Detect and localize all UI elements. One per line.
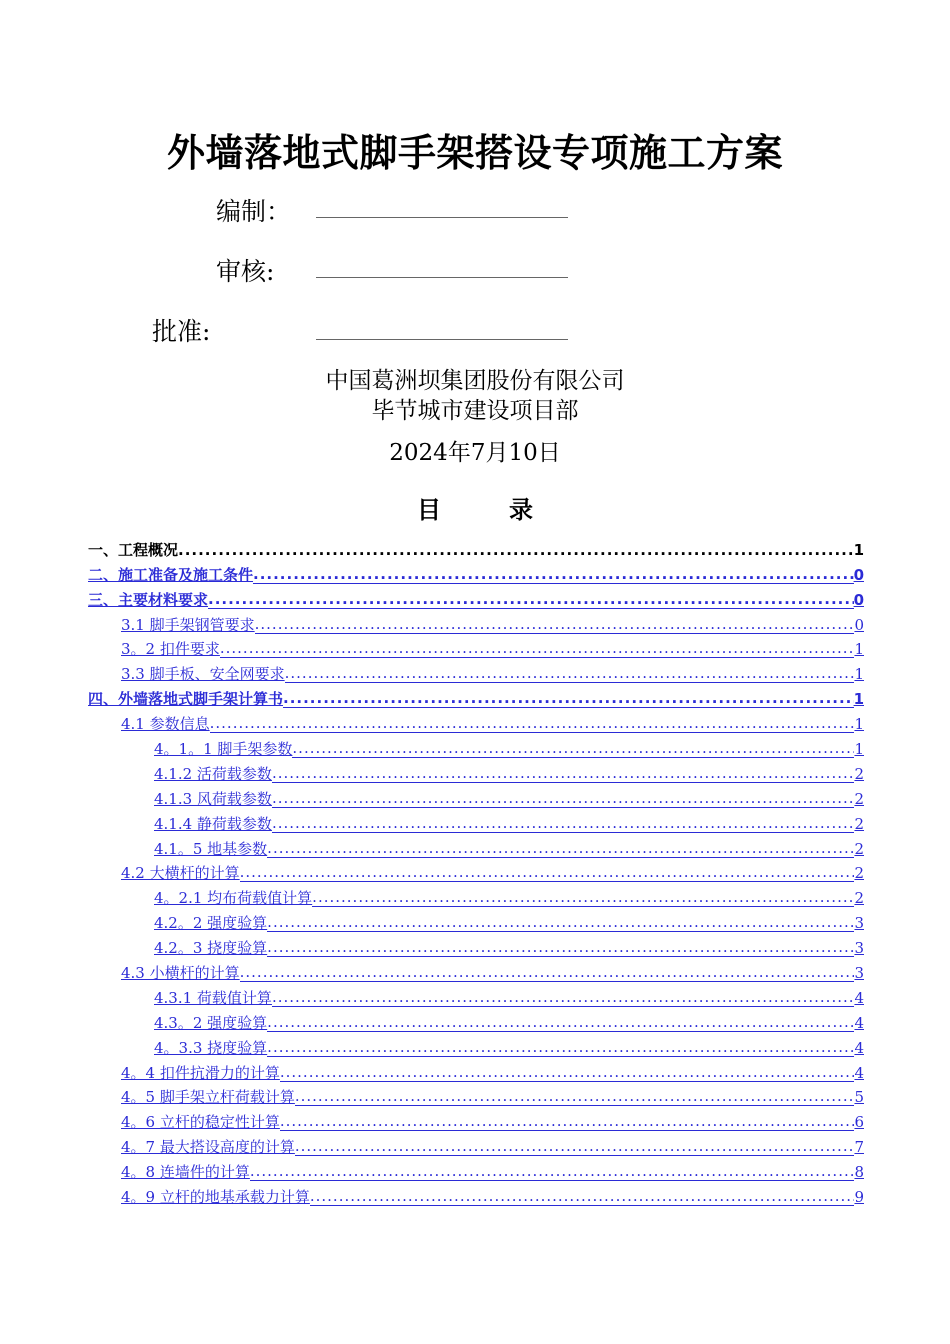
toc-entry[interactable] (88, 1057, 864, 1082)
toc-entry-label: 3.1 脚手架钢管要求 (121, 615, 255, 634)
toc-leader-dots (280, 1064, 855, 1082)
toc-entry-page: 5 (854, 1088, 864, 1107)
toc-leader-dots (272, 815, 855, 833)
toc-entry[interactable] (88, 609, 864, 634)
toc-leader-dots (250, 1163, 855, 1181)
toc-leader-dots (267, 840, 854, 858)
toc-entry[interactable] (88, 1131, 864, 1156)
toc-entry-label: 4.1。5 地基参数 (154, 839, 268, 858)
toc-entry-label: 4.3 小横杆的计算 (121, 964, 240, 983)
toc-entry (88, 534, 864, 559)
toc-leader-dots (295, 1088, 855, 1106)
toc-entry-label: 4。2.1 均布荷载值计算 (154, 889, 313, 908)
toc-leader-dots (280, 1113, 855, 1131)
toc-entry-label: 3.3 脚手板、安全网要求 (121, 665, 285, 684)
toc-entry-page: 4 (854, 988, 864, 1007)
toc-leader-dots (272, 989, 855, 1007)
toc-entry-label: 4。1。1 脚手架参数 (154, 740, 293, 759)
toc-entry-page: 7 (854, 1138, 864, 1157)
toc-leader-dots (267, 939, 854, 957)
toc-entry[interactable] (88, 1106, 864, 1131)
toc-entry[interactable] (88, 907, 864, 932)
toc-entry-page: 0 (854, 615, 864, 634)
toc-entry[interactable] (88, 559, 864, 584)
toc-entry-page: 4 (854, 1038, 864, 1057)
toc-entry-label: 4。3.3 挠度验算 (154, 1038, 268, 1057)
toc-entry[interactable] (88, 1032, 864, 1057)
toc-entry-label: 4。8 连墙件的计算 (121, 1163, 250, 1182)
toc-entry-page: 1 (854, 740, 864, 759)
toc-entry[interactable] (88, 634, 864, 659)
toc-heading (0, 490, 950, 525)
toc-entry-page: 4 (854, 1013, 864, 1032)
toc-entry-page: 3 (854, 964, 864, 983)
company-name: 中国葛洲坝集团股份有限公司 (325, 368, 625, 394)
signoff-label-reviewed: 审核: (216, 257, 275, 286)
toc-entry-page: 2 (854, 789, 864, 808)
toc-leader-dots (220, 640, 855, 658)
toc-entry[interactable] (88, 858, 864, 883)
toc-entry-label: 二、施工准备及施工条件 (88, 565, 254, 584)
toc-entry-label: 四、外墙落地式脚手架计算书 (88, 690, 284, 709)
toc-entry-page: 2 (854, 764, 864, 783)
toc-entry[interactable] (88, 783, 864, 808)
toc-leader-dots (285, 665, 855, 683)
signoff-line-reviewed (316, 276, 568, 278)
document-date: 2024年7月10日 (389, 440, 561, 466)
toc-entry-page: 1 (854, 665, 864, 684)
toc-entry-label: 4.1 参数信息 (121, 715, 210, 734)
signoff-label-prepared: 编制： (216, 197, 292, 226)
toc-entry[interactable] (88, 658, 864, 683)
toc-entry-page: 4 (854, 1063, 864, 1082)
toc-heading-right: 录 (509, 496, 533, 524)
signoff-label-approved: 批准: (152, 317, 211, 346)
toc-heading-left: 目 (417, 496, 441, 524)
toc-entry[interactable] (88, 584, 864, 609)
toc-leader-dots (267, 1014, 854, 1032)
toc-entry-label: 3。2 扣件要求 (121, 640, 220, 659)
toc-leader-dots (272, 790, 855, 808)
toc-entry-page: 0 (853, 565, 864, 584)
table-of-contents (88, 534, 864, 1206)
toc-entry-label: 4.2。3 挠度验算 (154, 939, 268, 958)
toc-entry[interactable] (88, 957, 864, 982)
signoff-line-approved (316, 338, 568, 340)
toc-entry-label: 4.1.4 静荷载参数 (154, 814, 272, 833)
toc-entry-page: 8 (854, 1163, 864, 1182)
toc-entry-label: 一、工程概况 (88, 540, 179, 559)
toc-entry-label: 4.1.2 活荷载参数 (154, 764, 272, 783)
toc-entry[interactable] (88, 683, 864, 708)
toc-entry[interactable] (88, 1156, 864, 1181)
toc-leader-dots (267, 1039, 854, 1057)
toc-entry-page: 1 (853, 690, 864, 709)
toc-entry[interactable] (88, 708, 864, 733)
toc-entry-page: 9 (854, 1188, 864, 1207)
toc-entry[interactable] (88, 932, 864, 957)
toc-entry-page: 1 (853, 540, 864, 559)
toc-leader-dots (240, 964, 855, 982)
toc-leader-dots (295, 1138, 855, 1156)
toc-entry-label: 4.3。2 强度验算 (154, 1013, 268, 1032)
toc-entry-label: 4。4 扣件抗滑力的计算 (121, 1063, 280, 1082)
toc-entry-label: 4.2。2 强度验算 (154, 914, 268, 933)
toc-entry-label: 4。9 立杆的地基承载力计算 (121, 1188, 310, 1207)
toc-leader-dots (283, 690, 854, 708)
signoff-line-prepared (316, 216, 568, 218)
toc-entry-label: 4。7 最大搭设高度的计算 (121, 1138, 295, 1157)
toc-entry-page: 6 (854, 1113, 864, 1132)
toc-entry-page: 0 (853, 590, 864, 609)
toc-entry-label: 4。5 脚手架立杆荷载计算 (121, 1088, 295, 1107)
toc-leader-dots (272, 765, 855, 783)
toc-entry-page: 3 (854, 914, 864, 933)
department-name: 毕节城市建设项目部 (371, 398, 579, 424)
toc-entry[interactable] (88, 1181, 864, 1206)
toc-entry[interactable] (88, 1007, 864, 1032)
toc-leader-dots (310, 1188, 855, 1206)
toc-entry-page: 2 (854, 864, 864, 883)
toc-leader-dots (253, 566, 854, 584)
toc-entry-label: 4.3.1 荷载值计算 (154, 988, 272, 1007)
toc-entry-page: 1 (854, 715, 864, 734)
toc-entry-label: 三、主要材料要求 (88, 590, 209, 609)
toc-entry-page: 2 (854, 839, 864, 858)
toc-entry[interactable] (88, 982, 864, 1007)
toc-leader-dots (255, 616, 855, 634)
toc-leader-dots (240, 864, 855, 882)
document-title: 外墙落地式脚手架搭设专项施工方案 (166, 131, 783, 175)
toc-entry[interactable] (88, 882, 864, 907)
toc-leader-dots (208, 591, 854, 609)
toc-entry-page: 2 (854, 814, 864, 833)
toc-entry[interactable] (88, 833, 864, 858)
toc-entry-label: 4.1.3 风荷载参数 (154, 789, 272, 808)
toc-leader-dots (267, 914, 854, 932)
toc-entry[interactable] (88, 1082, 864, 1107)
toc-leader-dots (312, 889, 854, 907)
toc-leader-dots (178, 541, 854, 559)
toc-entry[interactable] (88, 733, 864, 758)
toc-entry-label: 4.2 大横杆的计算 (121, 864, 240, 883)
toc-entry[interactable] (88, 758, 864, 783)
toc-entry-page: 2 (854, 889, 864, 908)
toc-entry-label: 4。6 立杆的稳定性计算 (121, 1113, 280, 1132)
toc-entry-page: 1 (854, 640, 864, 659)
toc-leader-dots (292, 740, 854, 758)
toc-leader-dots (210, 715, 855, 733)
toc-entry[interactable] (88, 808, 864, 833)
toc-entry-page: 3 (854, 939, 864, 958)
